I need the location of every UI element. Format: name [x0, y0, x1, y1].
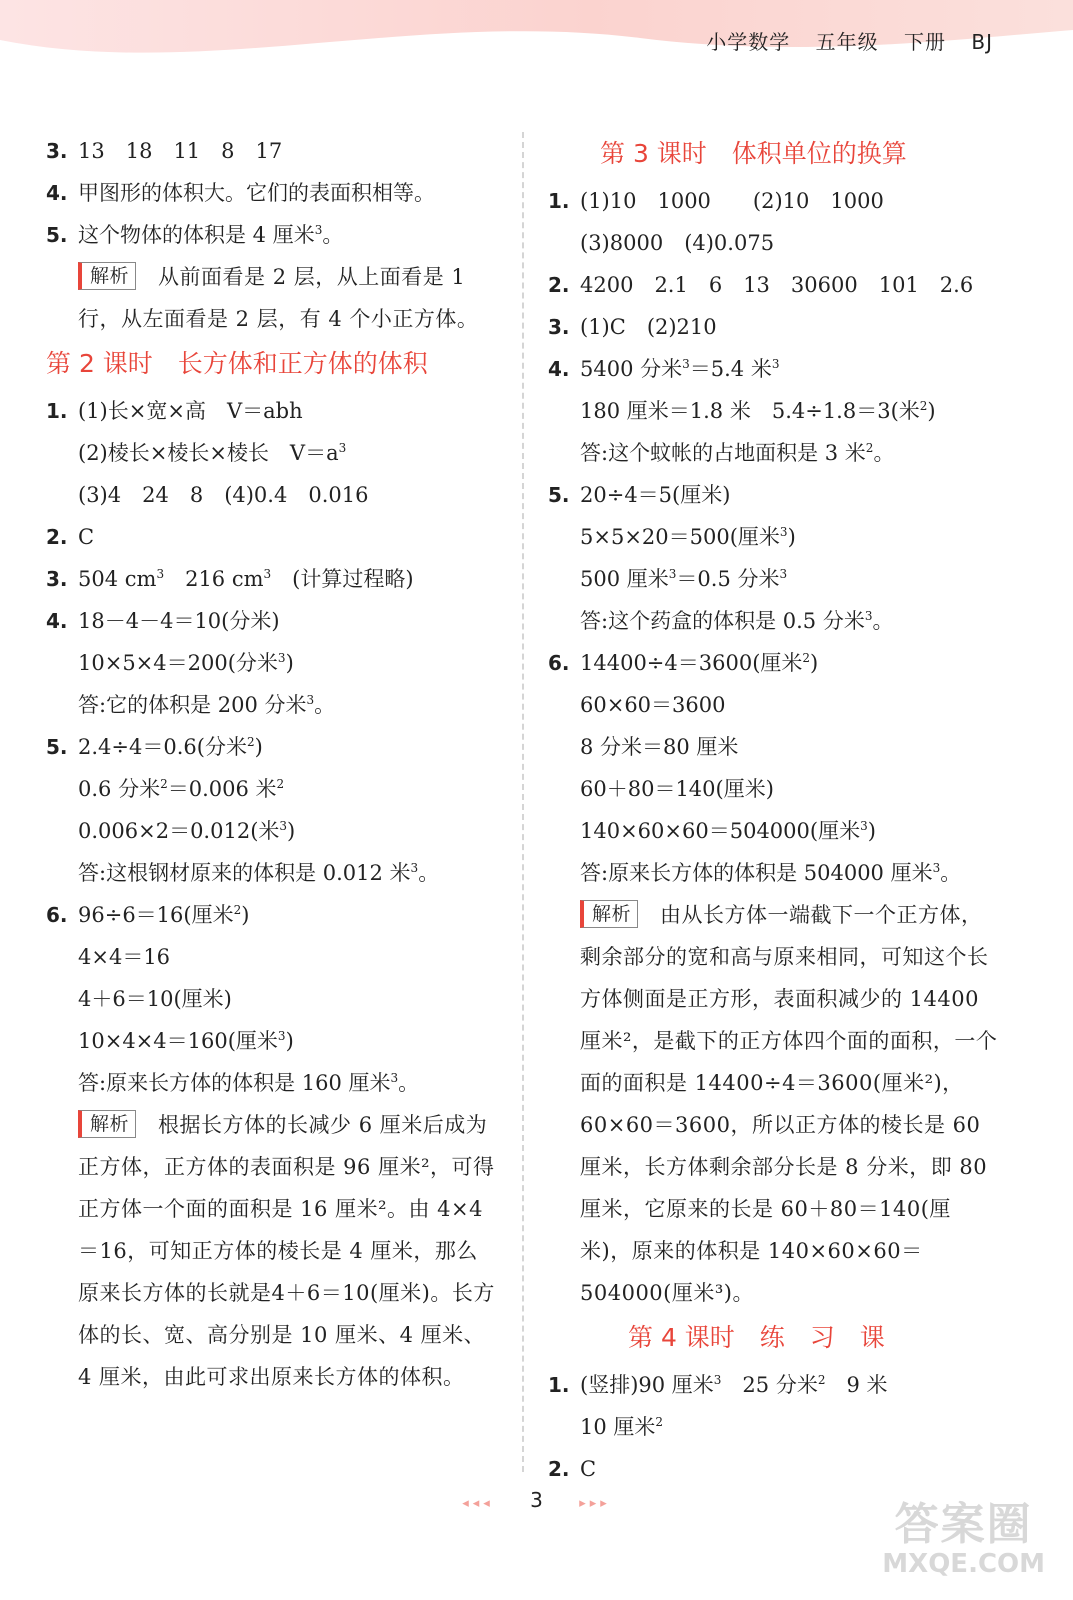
answer-text: 2.4÷4＝0.6(分米 [78, 735, 247, 759]
question-number: 1. [548, 189, 570, 213]
answer-text: 。 [940, 861, 962, 885]
answer-text: 180 厘米＝1.8 米 5.4÷1.8＝3(米 [580, 399, 920, 423]
answer-line [548, 306, 998, 348]
answer-text: 500 厘米 [580, 567, 669, 591]
superscript: 3 [410, 861, 419, 875]
answer-line [46, 130, 498, 172]
analysis-block-1 [46, 256, 498, 340]
section-title-lesson-4: 第 4 课时 练 习 课 [628, 1323, 885, 1352]
header-info [688, 26, 993, 55]
question-number: 2. [548, 273, 570, 297]
answer-line [46, 894, 498, 936]
answer-text: 。 [872, 609, 894, 633]
answer-line [548, 348, 998, 390]
answer-text: (3)8000 (4)0.075 [580, 231, 775, 255]
question-number: 3. [46, 567, 68, 591]
question-number: 3. [548, 315, 570, 339]
superscript: 2 [802, 651, 811, 665]
header-subject: 小学数学 [706, 30, 791, 54]
answer-line [46, 1020, 498, 1062]
superscript: 2 [160, 777, 168, 791]
lesson-3-answers [548, 180, 998, 894]
answer-text: 4＋6＝10(厘米) [78, 987, 232, 1011]
superscript: 3 [864, 609, 873, 623]
analysis-tag: 解析 [78, 262, 136, 290]
answer-line [548, 642, 998, 684]
question-number: 6. [548, 651, 570, 675]
analysis-tag: 解析 [78, 1110, 136, 1138]
superscript: 3 [860, 819, 868, 833]
answer-text: (3)4 24 8 (4)0.4 0.016 [78, 483, 369, 507]
analysis-block-2 [46, 1104, 498, 1398]
answer-text: (1)C (2)210 [580, 315, 717, 339]
superscript: 3 [314, 223, 323, 237]
answer-line [46, 936, 498, 978]
lesson-4-answers [548, 1364, 998, 1490]
superscript: 3 [306, 693, 315, 707]
answer-text: 。 [314, 693, 336, 717]
superscript: 3 [682, 357, 690, 371]
answer-line [46, 214, 498, 256]
section-title-lesson-2: 第 2 课时 长方体和正方体的体积 [46, 349, 428, 378]
answer-text: 0.006×2＝0.012(米 [78, 819, 280, 843]
answer-line [548, 1364, 998, 1406]
superscript: 3 [156, 567, 165, 581]
prev-arrows-icon: ◂◂◂ [462, 1496, 494, 1511]
answer-text: ＝0.5 分米 [676, 567, 780, 591]
answer-text: 4200 2.1 6 13 30600 101 2.6 [580, 273, 974, 297]
answer-text: ＝5.4 米 [689, 357, 772, 381]
answer-line [548, 432, 998, 474]
analysis-text: 根据长方体的长减少 6 厘米后成为正方体，正方体的表面积是 96 厘米²，可得正方体一个面的面积是 16 厘米²。由 4×4＝16，可知正方体的棱长是 4 厘米，那么原来长方体的长就是4＋6＝10(厘米)。长方体的长、宽、高分别是 10 厘米、4 厘米、4 厘米，由此可求出原来长方体的体积。 [78, 1113, 495, 1389]
answer-line [46, 474, 498, 516]
superscript: 2 [655, 1415, 664, 1429]
superscript: 2 [919, 399, 928, 413]
superscript: 3 [713, 1373, 722, 1387]
superscript: 3 [279, 819, 288, 833]
answer-text: 504 cm [78, 567, 157, 591]
superscript: 3 [338, 441, 347, 455]
answer-line [46, 390, 498, 432]
answer-text: 60＋80＝140(厘米) [580, 777, 774, 801]
answer-text: ) [927, 399, 936, 423]
answer-line [548, 684, 998, 726]
question-number: 1. [46, 399, 68, 423]
superscript: 3 [668, 567, 677, 581]
question-number: 3. [46, 139, 68, 163]
answer-text: 答:原来长方体的体积是 504000 厘米 [580, 861, 933, 885]
answer-text: ) [287, 819, 296, 843]
answer-line [46, 978, 498, 1020]
answer-text: ) [241, 903, 250, 927]
answer-line [548, 390, 998, 432]
answer-text: 20÷4＝5(厘米) [580, 483, 731, 507]
answer-line [46, 432, 498, 474]
superscript: 2 [817, 1373, 826, 1387]
header-grade: 五年级 [815, 30, 879, 54]
answer-text: C [78, 525, 95, 549]
answer-text: 答:原来长方体的体积是 160 厘米 [78, 1071, 391, 1095]
answer-text: ) [285, 1029, 294, 1053]
answer-text: ) [787, 525, 796, 549]
answer-text: (竖排)90 厘米 [580, 1373, 714, 1397]
answer-text: 140×60×60＝504000(厘米 [580, 819, 861, 843]
answer-text: 。 [398, 1071, 420, 1095]
superscript: 3 [263, 567, 272, 581]
answer-text: (2)棱长×棱长×棱长 V＝a [78, 441, 339, 465]
answer-line [46, 558, 498, 600]
watermark-sub: MXQE.COM [882, 1549, 1045, 1579]
answer-line [548, 264, 998, 306]
watermark-logo [882, 1500, 1045, 1578]
answer-line [548, 558, 998, 600]
left-column [46, 130, 498, 1398]
answer-text: 5×5×20＝500(厘米 [580, 525, 780, 549]
answer-line [548, 1448, 998, 1490]
answer-line [46, 852, 498, 894]
superscript: 2 [246, 735, 255, 749]
superscript: 3 [771, 357, 780, 371]
question-number: 5. [46, 223, 68, 247]
answer-line [46, 1062, 498, 1104]
answer-line [46, 768, 498, 810]
answer-text: (1)长×宽×高 V＝abh [78, 399, 303, 423]
answer-line [46, 810, 498, 852]
answer-text: 答:它的体积是 200 分米 [78, 693, 307, 717]
superscript: 3 [932, 861, 941, 875]
question-number: 2. [46, 525, 68, 549]
question-number: 5. [548, 483, 570, 507]
section-title-lesson-3: 第 3 课时 体积单位的换算 [600, 139, 907, 168]
analysis-text: 从前面看是 2 层，从上面看是 1 行，从左面看是 2 层，有 4 个小正方体。 [78, 265, 479, 331]
answer-text: 25 分米 [721, 1373, 818, 1397]
answer-text: 60×60＝3600 [580, 693, 726, 717]
analysis-block-3 [548, 894, 998, 1314]
answer-line [548, 516, 998, 558]
answer-text: 96÷6＝16(厘米 [78, 903, 234, 927]
answer-text: 答:这个药盒的体积是 0.5 分米 [580, 609, 865, 633]
question-number: 4. [548, 357, 570, 381]
answer-line [548, 474, 998, 516]
watermark-main: 答案圈 [894, 1499, 1033, 1550]
answer-line [46, 642, 498, 684]
superscript: 3 [779, 567, 788, 581]
header-edition: BJ [971, 30, 993, 54]
answer-text: 9 米 [825, 1373, 888, 1397]
question-number: 6. [46, 903, 68, 927]
answer-text: ) [285, 651, 294, 675]
superscript: 2 [276, 777, 285, 791]
answer-line [548, 852, 998, 894]
answer-line [46, 600, 498, 642]
answer-line [548, 180, 998, 222]
superscript: 3 [277, 1029, 286, 1043]
answer-text: 4×4＝16 [78, 945, 171, 969]
analysis-tag: 解析 [580, 900, 638, 928]
answer-text: 10 厘米 [580, 1415, 656, 1439]
lesson-2-answers [46, 390, 498, 1104]
answer-text: 甲图形的体积大。它们的表面积相等。 [78, 181, 435, 205]
answer-line [548, 768, 998, 810]
column-divider [522, 132, 524, 1472]
header-volume: 下册 [904, 30, 947, 54]
answer-text: 216 cm [164, 567, 264, 591]
answer-text: 这个物体的体积是 4 厘米 [78, 223, 315, 247]
superscript: 3 [277, 651, 286, 665]
page-number: 3 [530, 1488, 543, 1512]
analysis-text: 由从长方体一端截下一个正方体，剩余部分的宽和高与原来相同，可知这个长方体侧面是正方形，表面积减少的 14400 厘米²，是截下的正方体四个面的面积，一个面的面积是 14400÷4＝3600(厘米²)，60×60＝3600，所以正方体的棱长是 60 厘米，长方体剩余部分长是 8 分米，即 80 厘米，它原来的长是 60＋80＝140(厘米)，原来的体积是 140×60×60＝504000(厘米³)。 [580, 903, 998, 1305]
superscript: 3 [779, 525, 788, 539]
next-arrows-icon: ▸▸▸ [579, 1496, 611, 1511]
answer-text: (计算过程略) [271, 567, 414, 591]
answer-text: 0.6 分米 [78, 777, 161, 801]
answer-text: C [580, 1457, 597, 1481]
answer-line [46, 172, 498, 214]
answer-line [548, 1406, 998, 1448]
answer-text: 答:这个蚊帐的占地面积是 3 米 [580, 441, 866, 465]
superscript: 2 [865, 441, 874, 455]
question-number: 4. [46, 181, 68, 205]
answer-line [548, 810, 998, 852]
answer-text: 。 [322, 223, 344, 247]
answer-text: ＝0.006 米 [167, 777, 277, 801]
question-number: 2. [548, 1457, 570, 1481]
answer-text: 。 [418, 861, 440, 885]
answer-text: 8 分米＝80 厘米 [580, 735, 739, 759]
answer-text: 18－4－4＝10(分米) [78, 609, 280, 633]
answer-text: 5400 分米 [580, 357, 683, 381]
answer-line [46, 684, 498, 726]
answer-line [46, 726, 498, 768]
answer-line [548, 726, 998, 768]
superscript: 3 [390, 1071, 399, 1085]
answer-text: ) [810, 651, 819, 675]
answer-text: 10×5×4＝200(分米 [78, 651, 278, 675]
answer-text: (1)10 1000 (2)10 1000 [580, 189, 884, 213]
answer-text: 14400÷4＝3600(厘米 [580, 651, 803, 675]
question-number: 5. [46, 735, 68, 759]
superscript: 2 [233, 903, 242, 917]
answer-line [548, 222, 998, 264]
left-answers-top [46, 130, 498, 256]
answer-text: 10×4×4＝160(厘米 [78, 1029, 278, 1053]
question-number: 4. [46, 609, 68, 633]
answer-line [46, 516, 498, 558]
answer-text: ) [867, 819, 876, 843]
right-column [548, 130, 998, 1490]
answer-text: ) [254, 735, 263, 759]
answer-line [548, 600, 998, 642]
answer-text: 答:这根钢材原来的体积是 0.012 米 [78, 861, 411, 885]
answer-text: 。 [873, 441, 895, 465]
question-number: 1. [548, 1373, 570, 1397]
answer-text: 13 18 11 8 17 [78, 139, 283, 163]
